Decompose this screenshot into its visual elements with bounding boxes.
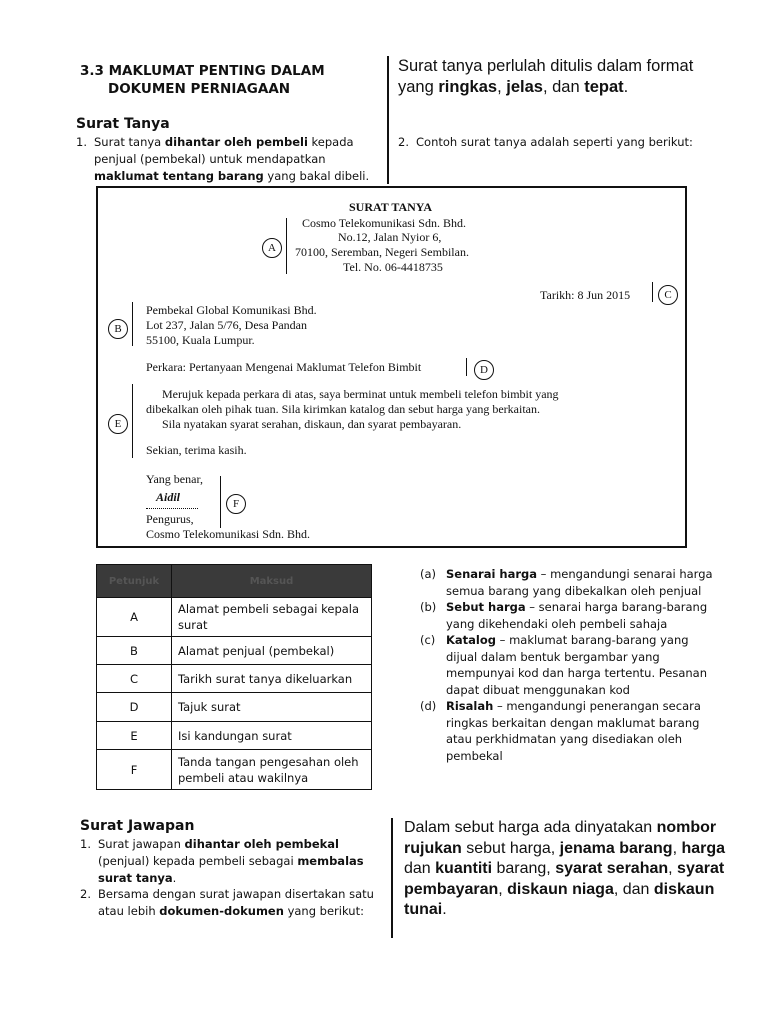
table-row [97, 693, 372, 722]
signer-company: Cosmo Telekomunikasi Sdn. Bhd. [146, 527, 310, 541]
point-number: 1. [80, 837, 91, 851]
sender-line-1: Cosmo Telekomunikasi Sdn. Bhd. [302, 216, 466, 230]
point-text: Contoh surat tanya adalah seperti yang berikut: [416, 135, 693, 149]
point-text: Bersama dengan surat jawapan disertakan satu atau lebih dokumen-dokumen yang berikut: [98, 887, 374, 918]
letter-closing: Sekian, terima kasih. [146, 443, 247, 457]
letter-title: SURAT TANYA [349, 200, 433, 214]
cell-meaning: Isi kandungan surat [172, 722, 372, 750]
brace [220, 476, 221, 528]
table-row [97, 665, 372, 693]
marker-meaning-table [96, 564, 372, 790]
surat-jawapan-point-1 [80, 836, 380, 887]
section-title [80, 62, 380, 98]
table-row [97, 750, 372, 790]
table-row [97, 722, 372, 750]
cell-meaning: Tajuk surat [172, 693, 372, 722]
cell-meaning: Alamat pembeli sebagai kepala surat [172, 598, 372, 637]
list-item: (b) Sebut harga – senarai harga barang-barang yang dikehendaki oleh pembeli sahaja [420, 600, 708, 631]
point-text: Surat tanya dihantar oleh pembeli kepada penjual (pembekal) untuk mendapatkan maklumat tentang barang yang bakal dibeli. [94, 135, 370, 183]
letter-subject: Perkara: Pertanyaan Mengenai Maklumat Telefon Bimbit [146, 360, 422, 374]
letter-date: Tarikh: 8 Jun 2015 [540, 288, 631, 302]
marker-e: E [108, 414, 128, 434]
column-divider [391, 818, 393, 938]
recipient-line-2: Lot 237, Jalan 5/76, Desa Pandan [146, 318, 307, 332]
recipient-line-1: Pembekal Global Komunikasi Bhd. [146, 303, 317, 317]
cell-key: F [97, 750, 172, 790]
marker-d: D [474, 360, 494, 380]
signature-line [146, 508, 198, 509]
surat-tanya-point-2 [398, 134, 698, 151]
surat-tanya-heading: Surat Tanya [76, 116, 170, 132]
sender-line-3: 70100, Seremban, Negeri Sembilan. [295, 245, 469, 259]
point-text: Surat jawapan dihantar oleh pembekal (penjual) kepada pembeli sebagai membalas surat tanya. [98, 837, 364, 885]
marker-b: B [108, 319, 128, 339]
body-line-1: Merujuk kepada perkara di atas, saya berminat untuk membeli telefon bimbit yang [162, 387, 559, 401]
brace [466, 358, 467, 376]
sender-line-4: Tel. No. 06-4418735 [343, 260, 443, 274]
surat-tanya-point-1 [76, 134, 388, 185]
cell-key: B [97, 637, 172, 665]
surat-jawapan-point-2 [80, 886, 380, 920]
header-petunjuk: Petunjuk [97, 565, 172, 598]
brace [286, 218, 287, 274]
section-title-line2: DOKUMEN PERNIAGAAN [108, 81, 291, 97]
signer-role: Pengurus, [146, 512, 194, 526]
marker-c: C [658, 285, 678, 305]
table-header-row [97, 565, 372, 598]
yang-benar: Yang benar, [146, 472, 203, 486]
cell-meaning: Tarikh surat tanya dikeluarkan [172, 665, 372, 693]
format-note: Surat tanya perlulah ditulis dalam format yang ringkas, jelas, dan tepat. [398, 57, 694, 96]
cell-key: C [97, 665, 172, 693]
body-line-3: Sila nyatakan syarat serahan, diskaun, dan syarat pembayaran. [162, 417, 462, 431]
cell-key: A [97, 598, 172, 637]
brace [132, 302, 133, 346]
cell-meaning: Alamat penjual (pembekal) [172, 637, 372, 665]
surat-jawapan-heading: Surat Jawapan [80, 818, 195, 834]
list-item: (a) Senarai harga – mengandungi senarai harga semua barang yang dibekalkan oleh penjual [420, 567, 713, 598]
cell-key: E [97, 722, 172, 750]
section-title-line1: 3.3 MAKLUMAT PENTING DALAM [80, 63, 325, 79]
table-row [97, 637, 372, 665]
cell-meaning: Tanda tangan pengesahan oleh pembeli atau wakilnya [172, 750, 372, 790]
point-number: 1. [76, 135, 87, 149]
list-item: (c) Katalog – maklumat barang-barang yang dijual dalam bentuk bergambar yang mempunyai kod dan harga tertentu. Pesanan dapat dibuat menggunakan kod [420, 633, 708, 697]
point-number: 2. [398, 135, 409, 149]
marker-f: F [226, 494, 246, 514]
brace [132, 384, 133, 458]
cell-key: D [97, 693, 172, 722]
sample-letter [96, 186, 687, 548]
column-divider [387, 56, 389, 184]
document-definitions [420, 566, 720, 764]
sender-line-2: No.12, Jalan Nyior 6, [338, 230, 442, 244]
list-item: (d) Risalah – mengandungi penerangan secara ringkas berkaitan dengan maklumat barang atau perkhidmatan yang disediakan oleh pembekal [420, 699, 701, 763]
header-maksud: Maksud [172, 565, 372, 598]
point-number: 2. [80, 887, 91, 901]
signature: Aidil [156, 490, 181, 504]
brace [652, 282, 653, 302]
recipient-line-3: 55100, Kuala Lumpur. [146, 333, 255, 347]
marker-a: A [262, 238, 282, 258]
body-line-2: dibekalkan oleh pihak tuan. Sila kirimkan katalog dan sebut harga yang berkaitan. [146, 402, 540, 416]
sebut-harga-note: Dalam sebut harga ada dinyatakan nombor rujukan sebut harga, jenama barang, harga dan kuantiti barang, syarat serahan, syarat pembayaran, diskaun niaga, dan diskaun tunai. [404, 819, 726, 918]
table-row [97, 598, 372, 637]
